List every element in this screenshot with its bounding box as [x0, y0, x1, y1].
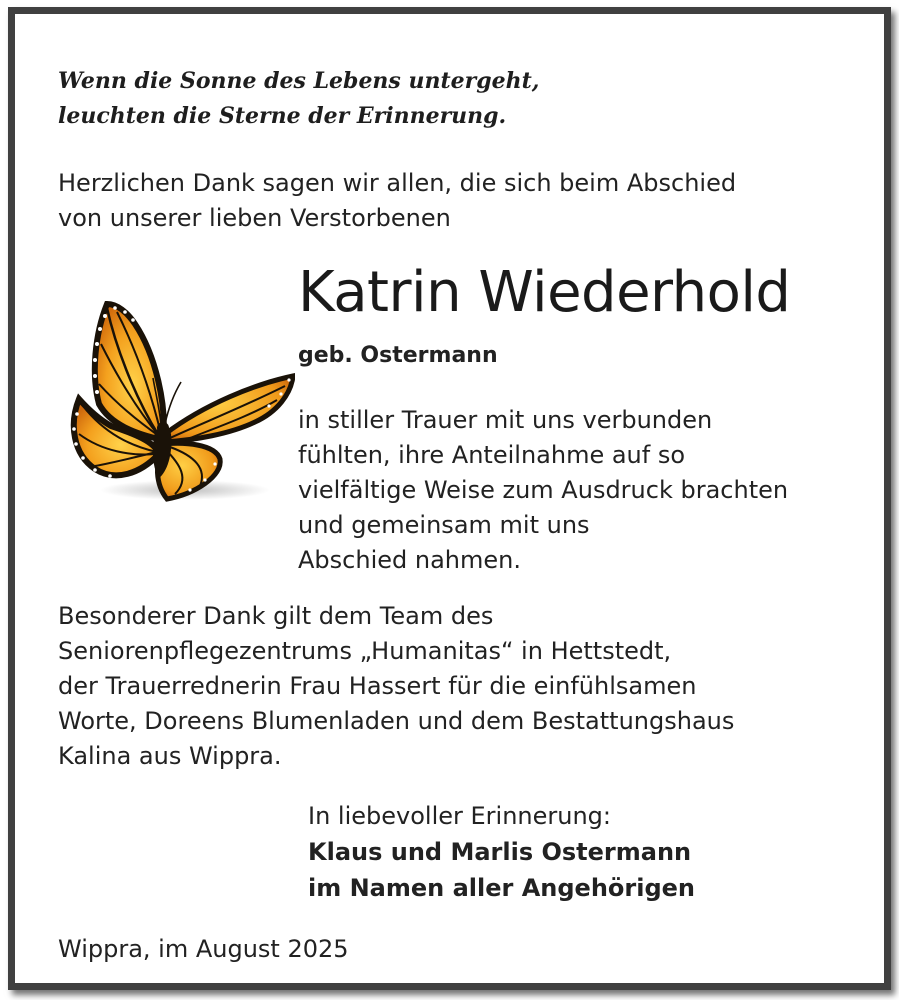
place-date: Wippra, im August 2025 — [58, 935, 349, 963]
special-thanks-line: Seniorenpflegezentrums „Humanitas“ in Hettstedt, — [58, 637, 672, 665]
signature-block — [308, 798, 695, 906]
motto-line: leuchten die Sterne der Erinnerung. — [58, 103, 507, 129]
thanks-line: fühlten, ihre Anteilnahme auf so — [298, 441, 686, 469]
intro-line: Herzlichen Dank sagen wir allen, die sich beim Abschied — [58, 169, 737, 197]
special-thanks-line: Kalina aus Wippra. — [58, 742, 282, 770]
special-thanks-line: Besonderer Dank gilt dem Team des — [58, 602, 494, 630]
signature-names: Klaus und Marlis Ostermann — [308, 838, 692, 866]
thanks-line: in stiller Trauer mit uns verbunden — [298, 406, 713, 434]
birth-name: geb. Ostermann — [298, 343, 498, 368]
signature-on-behalf: im Namen aller Angehörigen — [308, 874, 696, 902]
thanks-line: vielfältige Weise zum Ausdruck brachten — [298, 476, 789, 504]
special-thanks-line: Worte, Doreens Blumenladen und dem Bestattungshaus — [58, 707, 735, 735]
special-thanks — [58, 599, 734, 774]
intro-text — [58, 166, 736, 236]
thanks-line: und gemeinsam mit uns — [298, 511, 590, 539]
thanks-body — [298, 403, 788, 578]
signature-preface: In liebevoller Erinnerung: — [308, 802, 611, 830]
deceased-name: Katrin Wiederhold — [298, 260, 791, 325]
motto-quote — [58, 64, 539, 134]
thanks-line: Abschied nahmen. — [298, 546, 521, 574]
intro-line: von unserer lieben Verstorbenen — [58, 204, 451, 232]
monarch-butterfly-icon — [55, 294, 295, 504]
notice-frame — [8, 7, 891, 990]
special-thanks-line: der Trauerrednerin Frau Hassert für die einfühlsamen — [58, 672, 697, 700]
motto-line: Wenn die Sonne des Lebens untergeht, — [58, 68, 540, 94]
